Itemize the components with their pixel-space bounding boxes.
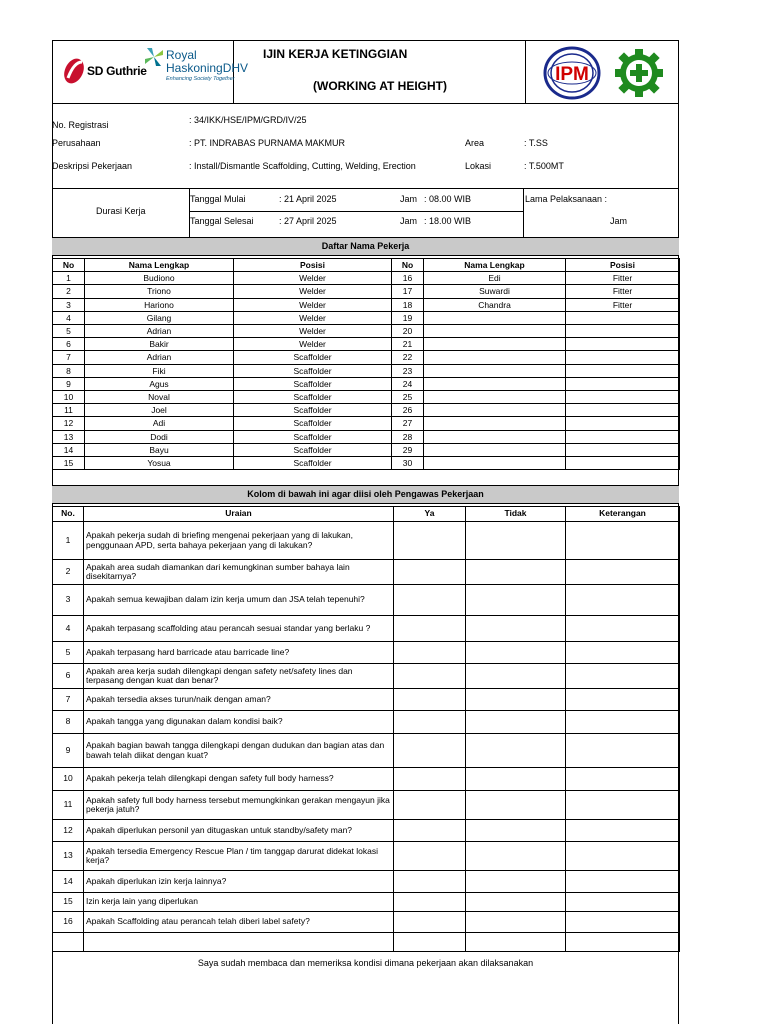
col-no: No. [53, 507, 84, 522]
checklist-notes-cell[interactable] [566, 791, 680, 820]
footer-statement: Saya sudah membaca dan memeriksa kondisi dimana pekerjaan akan dilaksanakan [197, 958, 534, 968]
checklist-no-cell[interactable] [466, 820, 566, 842]
worker-name: Gilang [85, 311, 234, 324]
worker-name [424, 364, 566, 377]
empty-cell [84, 933, 394, 952]
checklist-no: 2 [53, 560, 84, 585]
worker-no: 24 [392, 377, 424, 390]
checklist-row [53, 642, 680, 664]
worker-name: Agus [85, 377, 234, 390]
checklist-notes-cell[interactable] [566, 871, 680, 893]
checklist-row [53, 711, 680, 734]
checklist-yes-cell[interactable] [394, 616, 466, 642]
worker-name [424, 430, 566, 443]
checklist-no-cell[interactable] [466, 791, 566, 820]
col-name: Nama Lengkap [424, 259, 566, 272]
col-no: No [53, 259, 85, 272]
worker-row [53, 338, 680, 351]
checklist-section-title: Kolom di bawah ini agar diisi oleh Pengawas Pekerjaan [247, 489, 484, 499]
worker-position [566, 417, 680, 430]
checklist-notes-cell[interactable] [566, 560, 680, 585]
worker-name [424, 404, 566, 417]
checklist-row [53, 734, 680, 768]
worker-name: Yosua [85, 457, 234, 470]
checklist-notes-cell[interactable] [566, 820, 680, 842]
worker-no: 14 [53, 443, 85, 456]
duration-label: Durasi Kerja [96, 206, 146, 216]
checklist-question: Apakah area sudah diamankan dari kemungkinan sumber bahaya lain disekitarnya? [84, 560, 394, 585]
checklist-row [53, 768, 680, 791]
registration-value: : 34/IKK/HSE/IPM/GRD/IV/25 [189, 115, 307, 125]
worker-name: Budiono [85, 272, 234, 285]
checklist-no-cell[interactable] [466, 912, 566, 933]
checklist-no-cell[interactable] [466, 893, 566, 912]
divider [525, 40, 526, 103]
checklist-no-cell[interactable] [466, 522, 566, 560]
checklist-question: Apakah Scaffolding atau perancah telah diberi label safety? [84, 912, 394, 933]
checklist-yes-cell[interactable] [394, 585, 466, 616]
worker-row [53, 377, 680, 390]
checklist-no: 5 [53, 642, 84, 664]
sd-guthrie-logo-icon [60, 56, 88, 86]
worker-name: Bakir [85, 338, 234, 351]
area-label: Area [465, 138, 485, 148]
checklist-question: Apakah diperlukan personil yan ditugaskan untuk standby/safety man? [84, 820, 394, 842]
divider [52, 188, 679, 189]
worker-no: 12 [53, 417, 85, 430]
job-description-value: : Install/Dismantle Scaffolding, Cutting, Welding, Erection [189, 161, 416, 171]
royal-logo-line1: Royal [166, 48, 197, 62]
checklist-table [52, 506, 680, 952]
checklist-no: 9 [53, 734, 84, 768]
checklist-yes-cell[interactable] [394, 768, 466, 791]
checklist-no: 14 [53, 871, 84, 893]
worker-row [53, 285, 680, 298]
col-notes: Keterangan [566, 507, 680, 522]
checklist-notes-cell[interactable] [566, 734, 680, 768]
checklist-notes-cell[interactable] [566, 893, 680, 912]
work-duration-unit: Jam [610, 216, 628, 226]
worker-name: Fiki [85, 364, 234, 377]
col-no: No [392, 259, 424, 272]
worker-position [566, 311, 680, 324]
worker-name [424, 443, 566, 456]
checklist-row [53, 893, 680, 912]
worker-no: 6 [53, 338, 85, 351]
worker-no: 19 [392, 311, 424, 324]
work-duration-label: Lama Pelaksanaan : [525, 194, 608, 204]
worker-row [53, 351, 680, 364]
checklist-yes-cell[interactable] [394, 912, 466, 933]
checklist-question: Apakah diperlukan izin kerja lainnya? [84, 871, 394, 893]
checklist-notes-cell[interactable] [566, 689, 680, 711]
worker-position [566, 351, 680, 364]
worker-name [424, 457, 566, 470]
worker-position [566, 457, 680, 470]
checklist-notes-cell[interactable] [566, 842, 680, 871]
checklist-no-cell[interactable] [466, 585, 566, 616]
empty-cell [466, 933, 566, 952]
worker-no: 25 [392, 391, 424, 404]
worker-no: 17 [392, 285, 424, 298]
worker-position: Scaffolder [234, 404, 392, 417]
worker-no: 28 [392, 430, 424, 443]
worker-no: 16 [392, 272, 424, 285]
worker-name [424, 325, 566, 338]
checklist-no: 4 [53, 616, 84, 642]
checklist-no: 13 [53, 842, 84, 871]
worker-name [424, 311, 566, 324]
worker-no: 22 [392, 351, 424, 364]
checklist-no: 1 [53, 522, 84, 560]
workers-header-row [53, 259, 680, 272]
worker-position: Fitter [566, 298, 680, 311]
worker-no: 11 [53, 404, 85, 417]
checklist-row [53, 820, 680, 842]
checklist-row [53, 522, 680, 560]
start-time-value: : 08.00 WIB [424, 194, 472, 204]
checklist-no: 10 [53, 768, 84, 791]
checklist-row [53, 689, 680, 711]
worker-no: 2 [53, 285, 85, 298]
checklist-notes-cell[interactable] [566, 912, 680, 933]
worker-no: 3 [53, 298, 85, 311]
checklist-row [53, 842, 680, 871]
worker-row [53, 404, 680, 417]
checklist-no: 16 [53, 912, 84, 933]
checklist-question: Izin kerja lain yang diperlukan [84, 893, 394, 912]
worker-name: Dodi [85, 430, 234, 443]
col-yes: Ya [394, 507, 466, 522]
checklist-yes-cell[interactable] [394, 711, 466, 734]
checklist-yes-cell[interactable] [394, 642, 466, 664]
checklist-row [53, 912, 680, 933]
company-value: : PT. INDRABAS PURNAMA MAKMUR [189, 138, 346, 148]
checklist-question: Apakah safety full body harness tersebut memungkinkan gerakan mengayun jika pekerja jatuh? [84, 791, 394, 820]
divider [189, 211, 523, 212]
worker-row [53, 311, 680, 324]
checklist-no-cell[interactable] [466, 642, 566, 664]
start-date-label: Tanggal Mulai [190, 194, 246, 204]
svg-text:IPM: IPM [555, 64, 589, 85]
royal-haskoning-logo-icon [143, 46, 165, 68]
worker-position: Welder [234, 338, 392, 351]
registration-label: No. Registrasi [52, 120, 109, 130]
worker-position [566, 404, 680, 417]
worker-row [53, 457, 680, 470]
worker-name [424, 391, 566, 404]
worker-no: 21 [392, 338, 424, 351]
form-subtitle: (WORKING AT HEIGHT) [313, 79, 447, 93]
col-position: Posisi [566, 259, 680, 272]
worker-name: Hariono [85, 298, 234, 311]
worker-position [566, 377, 680, 390]
checklist-yes-cell[interactable] [394, 734, 466, 768]
workers-section-header [52, 237, 679, 256]
empty-cell [53, 933, 84, 952]
worker-name: Adrian [85, 325, 234, 338]
worker-position: Scaffolder [234, 457, 392, 470]
worker-row [53, 430, 680, 443]
worker-position: Scaffolder [234, 364, 392, 377]
job-description-label: Deskripsi Pekerjaan [52, 161, 133, 171]
worker-no: 4 [53, 311, 85, 324]
worker-name [424, 417, 566, 430]
worker-no: 30 [392, 457, 424, 470]
worker-name: Adrian [85, 351, 234, 364]
checklist-yes-cell[interactable] [394, 689, 466, 711]
worker-no: 10 [53, 391, 85, 404]
worker-position [566, 443, 680, 456]
worker-no: 27 [392, 417, 424, 430]
checklist-row [53, 664, 680, 689]
checklist-no: 8 [53, 711, 84, 734]
company-label: Perusahaan [52, 138, 101, 148]
worker-name: Bayu [85, 443, 234, 456]
checklist-no-cell[interactable] [466, 768, 566, 791]
worker-position: Welder [234, 311, 392, 324]
location-label: Lokasi [465, 161, 492, 171]
checklist-question: Apakah tangga yang digunakan dalam kondisi baik? [84, 711, 394, 734]
workers-section-title: Daftar Nama Pekerja [321, 241, 410, 251]
checklist-no-cell[interactable] [466, 734, 566, 768]
worker-no: 23 [392, 364, 424, 377]
start-time-label: Jam [400, 194, 418, 204]
worker-position: Scaffolder [234, 377, 392, 390]
checklist-no: 11 [53, 791, 84, 820]
checklist-question: Apakah tersedia akses turun/naik dengan aman? [84, 689, 394, 711]
worker-position: Scaffolder [234, 430, 392, 443]
k3-safety-logo [612, 47, 666, 99]
worker-name [424, 351, 566, 364]
divider [52, 103, 679, 104]
checklist-question: Apakah semua kewajiban dalam izin kerja umum dan JSA telah tepenuhi? [84, 585, 394, 616]
worker-name: Adi [85, 417, 234, 430]
worker-name: Triono [85, 285, 234, 298]
worker-position [566, 338, 680, 351]
worker-no: 7 [53, 351, 85, 364]
checklist-row [53, 871, 680, 893]
checklist-row [53, 791, 680, 820]
checklist-question: Apakah area kerja sudah dilengkapi dengan safety net/safety lines dan terpasang dengan kuat dan benar? [84, 664, 394, 689]
checklist-header-row [53, 507, 680, 522]
worker-name: Edi [424, 272, 566, 285]
checklist-section-header [52, 485, 679, 504]
location-value: : T.500MT [524, 161, 564, 171]
checklist-notes-cell[interactable] [566, 642, 680, 664]
start-date-value: : 21 April 2025 [279, 194, 337, 204]
worker-row [53, 272, 680, 285]
col-position: Posisi [234, 259, 392, 272]
worker-row [53, 364, 680, 377]
worker-position [566, 325, 680, 338]
end-date-label: Tanggal Selesai [190, 216, 254, 226]
worker-name: Joel [85, 404, 234, 417]
worker-no: 29 [392, 443, 424, 456]
checklist-no-cell[interactable] [466, 616, 566, 642]
worker-position [566, 364, 680, 377]
worker-position: Welder [234, 298, 392, 311]
checklist-yes-cell[interactable] [394, 820, 466, 842]
checklist-row [53, 585, 680, 616]
end-time-value: : 18.00 WIB [424, 216, 472, 226]
worker-position [566, 430, 680, 443]
worker-row [53, 443, 680, 456]
checklist-notes-cell[interactable] [566, 664, 680, 689]
form-title: IJIN KERJA KETINGGIAN [263, 47, 408, 61]
worker-name: Noval [85, 391, 234, 404]
checklist-question: Apakah pekerja sudah di briefing mengenai pekerjaan yang di lakukan, penggunaan APD, serta bahaya pekerjaan yang di lakukan? [84, 522, 394, 560]
worker-no: 5 [53, 325, 85, 338]
worker-name: Chandra [424, 298, 566, 311]
worker-no: 1 [53, 272, 85, 285]
checklist-yes-cell[interactable] [394, 893, 466, 912]
col-description: Uraian [84, 507, 394, 522]
worker-row [53, 417, 680, 430]
worker-name [424, 377, 566, 390]
checklist-yes-cell[interactable] [394, 842, 466, 871]
worker-row [53, 391, 680, 404]
checklist-yes-cell[interactable] [394, 664, 466, 689]
checklist-no-cell[interactable] [466, 689, 566, 711]
checklist-row [53, 616, 680, 642]
checklist-no: 12 [53, 820, 84, 842]
worker-name: Suwardi [424, 285, 566, 298]
empty-cell [394, 933, 466, 952]
col-name: Nama Lengkap [85, 259, 234, 272]
checklist-question: Apakah tersedia Emergency Rescue Plan / tim tanggap darurat didekat lokasi kerja? [84, 842, 394, 871]
worker-position: Scaffolder [234, 391, 392, 404]
col-no-answer: Tidak [466, 507, 566, 522]
area-value: : T.SS [524, 138, 548, 148]
checklist-yes-cell[interactable] [394, 791, 466, 820]
royal-logo-line2: HaskoningDHV [166, 61, 249, 75]
worker-position [566, 391, 680, 404]
worker-position: Fitter [566, 272, 680, 285]
worker-position: Welder [234, 285, 392, 298]
worker-no: 13 [53, 430, 85, 443]
worker-position: Fitter [566, 285, 680, 298]
worker-row [53, 325, 680, 338]
checklist-yes-cell[interactable] [394, 560, 466, 585]
worker-no: 20 [392, 325, 424, 338]
worker-position: Scaffolder [234, 443, 392, 456]
sd-guthrie-logo-text: SD Guthrie [87, 64, 147, 78]
checklist-no-cell[interactable] [466, 842, 566, 871]
checklist-question: Apakah bagian bawah tangga dilengkapi dengan dudukan dan bagian atas dan bawah telah diikat dengan kuat? [84, 734, 394, 768]
checklist-question: Apakah terpasang scaffolding atau perancah sesuai standar yang berlaku ? [84, 616, 394, 642]
checklist-no-cell[interactable] [466, 711, 566, 734]
divider [523, 188, 524, 237]
checklist-notes-cell[interactable] [566, 768, 680, 791]
worker-position: Scaffolder [234, 351, 392, 364]
worker-no: 15 [53, 457, 85, 470]
end-time-label: Jam [400, 216, 418, 226]
checklist-question: Apakah pekerja telah dilengkapi dengan safety full body harness? [84, 768, 394, 791]
worker-no: 26 [392, 404, 424, 417]
worker-position: Scaffolder [234, 417, 392, 430]
checklist-no: 3 [53, 585, 84, 616]
worker-position: Welder [234, 272, 392, 285]
checklist-no: 15 [53, 893, 84, 912]
worker-name [424, 338, 566, 351]
worker-no: 8 [53, 364, 85, 377]
workers-table [52, 258, 680, 470]
empty-cell [566, 933, 680, 952]
checklist-notes-cell[interactable] [566, 522, 680, 560]
checklist-yes-cell[interactable] [394, 871, 466, 893]
checklist-notes-cell[interactable] [566, 616, 680, 642]
checklist-no-cell[interactable] [466, 664, 566, 689]
checklist-yes-cell[interactable] [394, 522, 466, 560]
checklist-empty-row [53, 933, 680, 952]
end-date-value: : 27 April 2025 [279, 216, 337, 226]
checklist-no: 6 [53, 664, 84, 689]
worker-no: 18 [392, 298, 424, 311]
checklist-no: 7 [53, 689, 84, 711]
checklist-notes-cell[interactable] [566, 585, 680, 616]
checklist-notes-cell[interactable] [566, 711, 680, 734]
worker-no: 9 [53, 377, 85, 390]
checklist-no-cell[interactable] [466, 560, 566, 585]
royal-logo-tagline: Enhancing Society Together [166, 76, 235, 82]
worker-position: Welder [234, 325, 392, 338]
ipm-logo [543, 46, 601, 100]
checklist-question: Apakah terpasang hard barricade atau barricade line? [84, 642, 394, 664]
worker-row [53, 298, 680, 311]
checklist-no-cell[interactable] [466, 871, 566, 893]
checklist-row [53, 560, 680, 585]
